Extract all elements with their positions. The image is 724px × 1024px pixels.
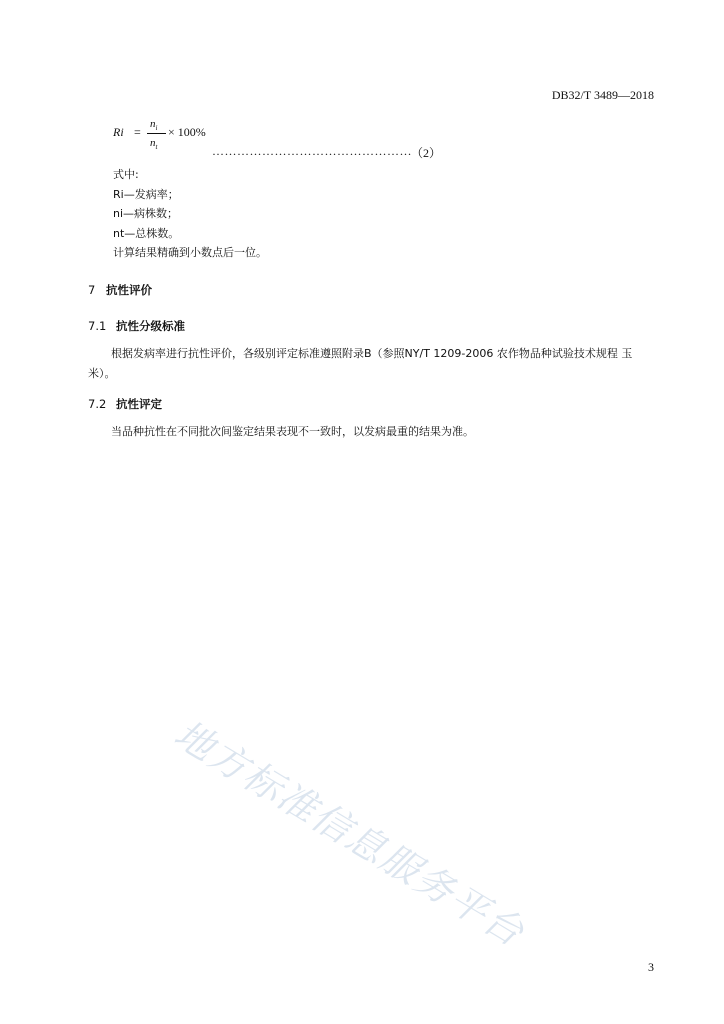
- denominator-var: n: [150, 137, 156, 149]
- legend-intro: 式中:: [113, 168, 139, 181]
- section-7-2-paragraph: 当品种抗性在不同批次间鉴定结果表现不一致时，以发病最重的结果为准。: [111, 425, 474, 438]
- section-7-2-heading: [88, 396, 162, 412]
- section-7-heading: [88, 282, 152, 298]
- legend-item: nt—总株数。: [113, 226, 180, 240]
- standard-code: DB32/T 3489—2018: [551, 88, 654, 102]
- formula-denominator: [150, 137, 157, 151]
- leader-dots: …………………………………………: [212, 144, 412, 158]
- formula-lhs: Ri: [113, 125, 124, 139]
- formula-2: [113, 118, 443, 162]
- formula-numerator: [150, 118, 157, 132]
- section-7-1-paragraph: 根据发病率进行抗性评价，各级别评定标准遵照附录B（参照NY/T 1209-2006 农作物品种试验技术规程 玉米）。: [88, 347, 633, 380]
- section-number: 7.1: [88, 319, 107, 333]
- numerator-sub: i: [155, 124, 158, 133]
- formula-times-100: × 100%: [168, 125, 206, 139]
- equation-number: （2）: [411, 146, 442, 160]
- legend-item: ni—病株数；: [113, 207, 179, 220]
- watermark: 地方标准信息服务平台: [166, 711, 533, 956]
- formula-legend: [113, 165, 267, 263]
- page-number: 3: [648, 960, 654, 974]
- section-7-1-heading: [88, 318, 185, 334]
- numerator-var: n: [150, 118, 156, 130]
- formula-equals: =: [134, 125, 141, 139]
- legend-note: 计算结果精确到小数点后一位。: [113, 246, 267, 259]
- section-title: 抗性评定: [116, 397, 162, 411]
- section-title: 抗性分级标准: [116, 319, 185, 333]
- section-title: 抗性评价: [106, 283, 152, 297]
- section-number: 7.2: [88, 397, 107, 411]
- legend-item: Ri—发病率；: [113, 187, 179, 201]
- denominator-sub: t: [155, 143, 158, 152]
- section-number: 7: [88, 283, 96, 297]
- fraction-bar: [147, 133, 166, 134]
